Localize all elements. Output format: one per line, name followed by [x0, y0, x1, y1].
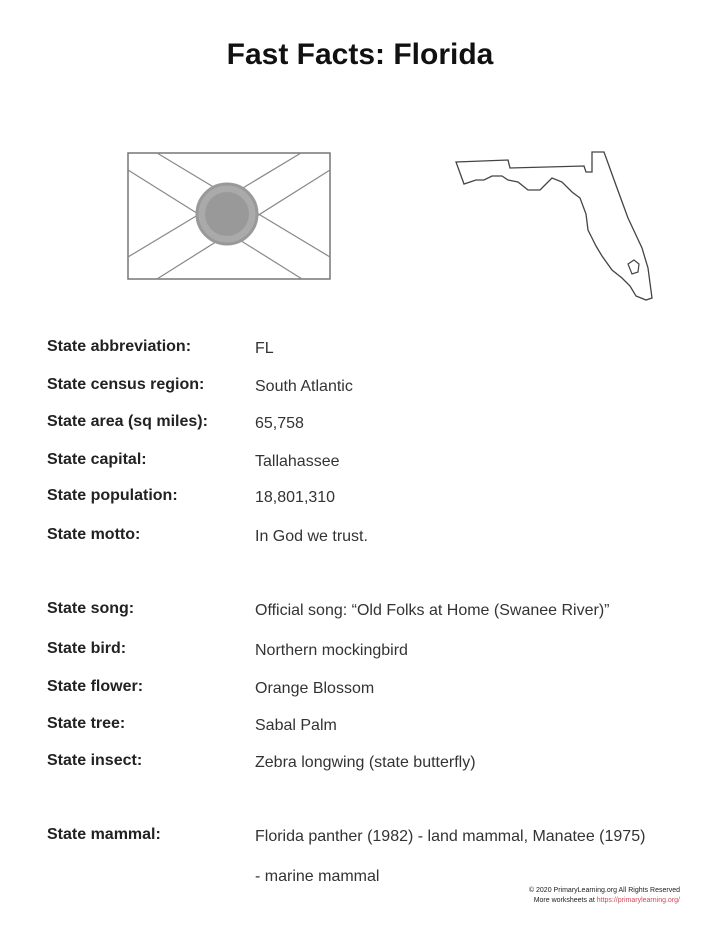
label-census-region: State census region: [47, 376, 205, 393]
label-tree: State tree: [47, 715, 126, 732]
value-insect: Zebra longwing (state butterfly) [255, 754, 476, 771]
value-area: 65,758 [255, 415, 304, 432]
label-population: State population: [47, 487, 178, 504]
copyright-text: © 2020 PrimaryLearning.org All Rights Reserved [528, 887, 680, 894]
footer [529, 886, 680, 906]
website-link[interactable]: https://primarylearning.org/ [596, 897, 680, 904]
label-flower: State flower: [47, 678, 144, 695]
label-area: State area (sq miles): [47, 413, 208, 430]
florida-map-outline [452, 148, 662, 308]
value-motto: In God we trust. [255, 528, 368, 545]
value-tree: Sabal Palm [255, 717, 337, 734]
value-abbreviation: FL [255, 340, 274, 357]
label-motto: State motto: [47, 526, 141, 543]
value-census-region: South Atlantic [255, 378, 353, 395]
label-abbreviation: State abbreviation: [47, 338, 192, 355]
value-flower: Orange Blossom [255, 680, 375, 697]
value-song: Official song: “Old Folks at Home (Swanee River)” [255, 602, 610, 619]
label-insect: State insect: [47, 752, 143, 769]
value-capital: Tallahassee [255, 453, 340, 470]
page-title: Fast Facts: Florida [226, 38, 494, 71]
label-capital: State capital: [47, 451, 147, 468]
value-bird: Northern mockingbird [255, 642, 408, 659]
label-mammal: State mammal: [47, 826, 161, 843]
value-population: 18,801,310 [255, 489, 336, 506]
label-bird: State bird: [47, 640, 127, 657]
label-song: State song: [47, 600, 135, 617]
value-mammal: Florida panther (1982) - land mammal, Manatee (1975) [255, 828, 646, 845]
more-worksheets-text: More worksheets at [533, 897, 595, 904]
value-mammal-continued: - marine mammal [255, 868, 380, 885]
florida-flag-image [127, 152, 331, 280]
